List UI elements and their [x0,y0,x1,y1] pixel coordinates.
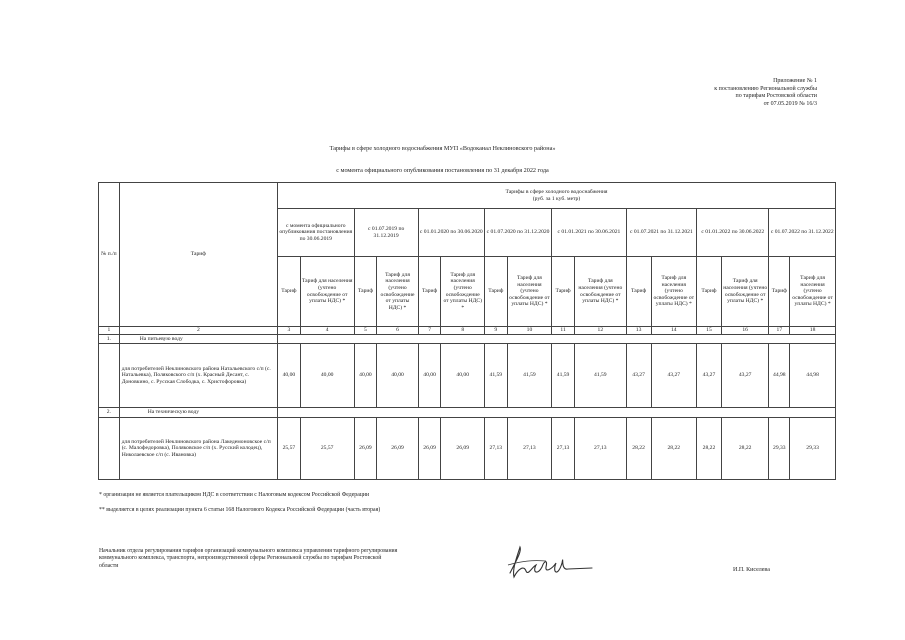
column-number: 10 [507,327,551,335]
tariff-value: 41,59 [552,344,575,408]
column-number: 2 [119,327,277,335]
tariff-value: 41,59 [507,344,551,408]
section-num: 2. [99,408,120,418]
tariff-value: 40,00 [354,344,377,408]
subheader-population: Тариф для населения (учтено освобождение от уплаты НДС) * [651,257,697,327]
period-header: с 01.01.2020 по 30.06.2020 [418,209,484,257]
subheader-tariff: Тариф [552,257,575,327]
tariff-value: 41,59 [484,344,507,408]
tariff-value: 25,57 [278,418,301,480]
column-number: 1 [99,327,120,335]
subheader-tariff: Тариф [278,257,301,327]
tariff-value: 27,13 [507,418,551,480]
subheader-population: Тариф для населения (учтено освобождение от уплаты НДС) * [574,257,626,327]
period-header: с 01.01.2022 по 30.06.2022 [697,209,769,257]
tariff-value: 29,33 [790,418,836,480]
column-number: 15 [697,327,722,335]
tariff-value: 40,00 [300,344,354,408]
tariff-value: 25,57 [300,418,354,480]
subheader-tariff: Тариф [418,257,441,327]
tariff-value: 40,00 [418,344,441,408]
subheader-tariff: Тариф [697,257,722,327]
tariff-value: 26,09 [354,418,377,480]
column-number: 18 [790,327,836,335]
tariff-value: 28,22 [651,418,697,480]
subheader-tariff: Тариф [626,257,651,327]
period-header: с 01.07.2020 по 31.12.2020 [484,209,551,257]
appendix-line: от 07.05.2019 № 16/3 [763,100,817,107]
signer-name: И.П. Киселева [733,567,770,573]
tariff-value: 27,13 [574,418,626,480]
subheader-population: Тариф для населения (учтено освобождение от уплаты НДС) * [790,257,836,327]
section-num: 1. [99,335,120,344]
column-number: 7 [418,327,441,335]
tariff-value: 27,13 [552,418,575,480]
column-number: 5 [354,327,377,335]
appendix-line: Приложение № 1 [773,78,817,84]
tariff-value: 27,13 [484,418,507,480]
column-number: 13 [626,327,651,335]
tariff-value: 28,22 [697,418,722,480]
tariff-value: 26,09 [377,418,418,480]
header-group-line2: (руб. за 1 куб. метр) [532,195,581,202]
column-number: 6 [377,327,418,335]
subheader-population: Тариф для населения (учтено освобождение от уплаты НДС) * [300,257,354,327]
tariff-value: 43,27 [626,344,651,408]
column-number: 8 [441,327,484,335]
column-number: 14 [651,327,697,335]
section-label: На техническую воду [119,408,277,418]
document-title: Тарифы в сфере холодного водоснабжения МУП «Водоканал Неклиновского района» [329,145,556,152]
tariff-value: 40,00 [441,344,484,408]
section-label: На питьевую воду [119,335,277,344]
header-group-line1: Тарифы в сфере холодного водоснабжения [505,188,608,195]
column-number: 17 [769,327,790,335]
subheader-population: Тариф для населения (учтено освобождение от уплаты НДС) * [377,257,418,327]
column-number: 4 [300,327,354,335]
period-header: с 01.07.2019 по 31.12.2019 [354,209,418,257]
tariff-value: 43,27 [697,344,722,408]
column-number: 11 [552,327,575,335]
subheader-population: Тариф для населения (учтено освобождение от уплаты НДС) * [507,257,551,327]
table-row [99,344,836,408]
tariff-value: 43,27 [721,344,769,408]
footnote-allocation: ** выделяется в целях реализации пункта 6 статьи 168 Налогового Кодекса Российской Федерации (часть вторая) [99,507,381,513]
tariff-value: 43,27 [651,344,697,408]
column-number: 9 [484,327,507,335]
tariff-value: 28,22 [626,418,651,480]
tariff-value: 26,09 [441,418,484,480]
section-row [99,408,836,418]
appendix-header [714,78,817,108]
signer-position: Начальник отдела регулирования тарифов организаций коммунального комплекса управления тарифного регулирования коммунального комплекса, транспорта, непроизводственной сферы Региональной службы по тарифам Ростовской области [99,548,398,569]
period-header: с 01.01.2021 по 30.06.2021 [552,209,627,257]
tariff-value: 40,00 [278,344,301,408]
handwritten-signature [502,543,597,585]
subheader-tariff: Тариф [769,257,790,327]
tariff-value: 41,59 [574,344,626,408]
appendix-line: к постановлению Региональной службы [714,85,817,92]
tariff-value: 28,22 [721,418,769,480]
period-header: с момента официального опубликования постановления по 30.06.2019 [278,209,355,257]
tariff-table [98,182,836,480]
subheader-tariff: Тариф [354,257,377,327]
subheader-population: Тариф для населения (учтено освобождение от уплаты НДС) * [441,257,484,327]
document-subtitle: с момента официального опубликования постановления по 31 декабря 2022 года [336,167,549,174]
table-row [99,418,836,480]
header-group [278,183,836,209]
row-label: для потребителей Неклиновского района Лакедемоновское с/п (с. Малофедоровка), Поляковское с/п (х. Русский колодец), Николаевское с/п (с. Ивановка) [119,418,277,480]
header-tariff: Тариф [119,183,277,327]
tariff-value: 40,00 [377,344,418,408]
tariff-value: 44,98 [769,344,790,408]
column-number: 16 [721,327,769,335]
period-header: с 01.07.2022 по 31.12.2022 [769,209,836,257]
subheader-tariff: Тариф [484,257,507,327]
tariff-value: 29,33 [769,418,790,480]
period-header: с 01.07.2021 по 31.12.2021 [626,209,696,257]
column-number-row [99,327,836,335]
header-num: № п./п [99,183,120,327]
section-row [99,335,836,344]
appendix-line: по тарифам Ростовской области [735,93,817,100]
tariff-value: 44,98 [790,344,836,408]
subheader-population: Тариф для населения (учтено освобождение от уплаты НДС) * [721,257,769,327]
column-number: 3 [278,327,301,335]
column-number: 12 [574,327,626,335]
row-label: для потребителей Неклиновского района Натальевского с/п (с. Натальевка), Поляковского с/п (х. Красный Десант, с. Доновкино, с. Русская Слободка, с. Христофоровка) [119,344,277,408]
footnote-vat: * организация не является плательщиком НДС в соответствии с Налоговым кодексом Российской Федерации [99,492,370,498]
tariff-value: 26,09 [418,418,441,480]
